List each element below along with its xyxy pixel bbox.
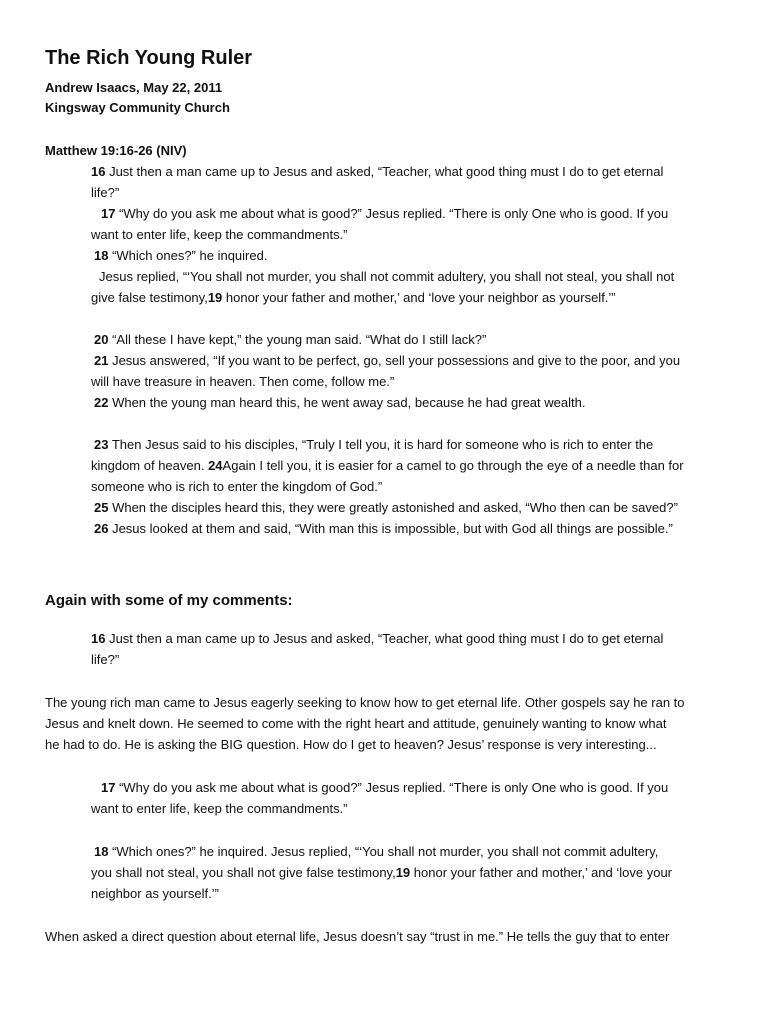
text-line: Jesus and knelt down. He seemed to come with the right heart and attitude, genuinely wanting to know what [45,716,667,731]
text-line: life?” [91,652,120,667]
text-line: 16 Just then a man came up to Jesus and asked, “Teacher, what good thing must I do to get eternal [91,631,664,646]
text-line: someone who is rich to enter the kingdom of God.” [91,479,383,494]
text-line: 26 Jesus looked at them and said, “With man this is impossible, but with God all things are possible.” [94,521,673,536]
verse-number: 19 [395,865,411,880]
text-line: will have treasure in heaven. Then come, follow me.” [91,374,395,389]
text-line: 21 Jesus answered, “If you want to be perfect, go, sell your possessions and give to the poor, and you [94,353,681,368]
text-line: life?” [91,185,120,200]
text-line: 18 “Which ones?” he inquired. Jesus replied, “‘You shall not murder, you shall not commit adultery, [94,844,659,859]
text-line: The young rich man came to Jesus eagerly seeking to know how to get eternal life. Other gospels say he ran to [45,695,685,710]
text-line: 22 When the young man heard this, he went away sad, because he had great wealth. [94,395,586,410]
verse-number: 17 [101,206,116,221]
passage-reference: Matthew 19:16-26 (NIV) [45,143,187,158]
text-line: 17 “Why do you ask me about what is good?” Jesus replied. “There is only One who is good. If you [101,206,669,221]
verse-number: 16 [91,164,106,179]
author-date: Andrew Isaacs, May 22, 2011 [45,80,223,95]
text-line: want to enter life, keep the commandments.” [91,801,348,816]
verse-number: 23 [94,437,109,452]
verse-number: 26 [94,521,109,536]
text-line: he had to do. He is asking the BIG question. How do I get to heaven? Jesus’ response is very interesting... [45,737,657,752]
verse-number: 22 [94,395,109,410]
text-line: want to enter life, keep the commandments.” [91,227,348,242]
verse-number: 18 [94,844,109,859]
text-line: you shall not steal, you shall not give false testimony,19 honor your father and mother,’ and ‘love your [91,865,673,880]
text-line: 17 “Why do you ask me about what is good?” Jesus replied. “There is only One who is good. If you [101,780,669,795]
verse-number: 16 [91,631,106,646]
text-line: neighbor as yourself.’” [91,886,219,901]
text-line: give false testimony,19 honor your father and mother,’ and ‘love your neighbor as yourself.’” [91,290,616,305]
verse-number: 17 [101,780,116,795]
church-name: Kingsway Community Church [45,100,230,115]
verse-number: 21 [94,353,109,368]
text-line: Jesus replied, “‘You shall not murder, you shall not commit adultery, you shall not steal, you shall not [99,269,675,284]
text-line: 18 “Which ones?” he inquired. [94,248,268,263]
verse-number: 20 [94,332,109,347]
text-line: 16 Just then a man came up to Jesus and asked, “Teacher, what good thing must I do to get eternal [91,164,664,179]
verse-number: 25 [94,500,109,515]
verse-number: 19 [207,290,223,305]
section-heading: Again with some of my comments: [45,592,293,609]
text-line: When asked a direct question about eternal life, Jesus doesn’t say “trust in me.” He tells the guy that to enter [45,929,670,944]
text-line: 20 “All these I have kept,” the young man said. “What do I still lack?” [94,332,487,347]
verse-number: 18 [94,248,109,263]
text-line: 23 Then Jesus said to his disciples, “Truly I tell you, it is hard for someone who is rich to enter the [94,437,654,452]
document-title: The Rich Young Ruler [45,47,253,69]
text-line: kingdom of heaven. 24Again I tell you, it is easier for a camel to go through the eye of a needle than for [91,458,684,473]
verse-number: 24 [208,458,223,473]
text-line: 25 When the disciples heard this, they were greatly astonished and asked, “Who then can be saved?” [94,500,678,515]
